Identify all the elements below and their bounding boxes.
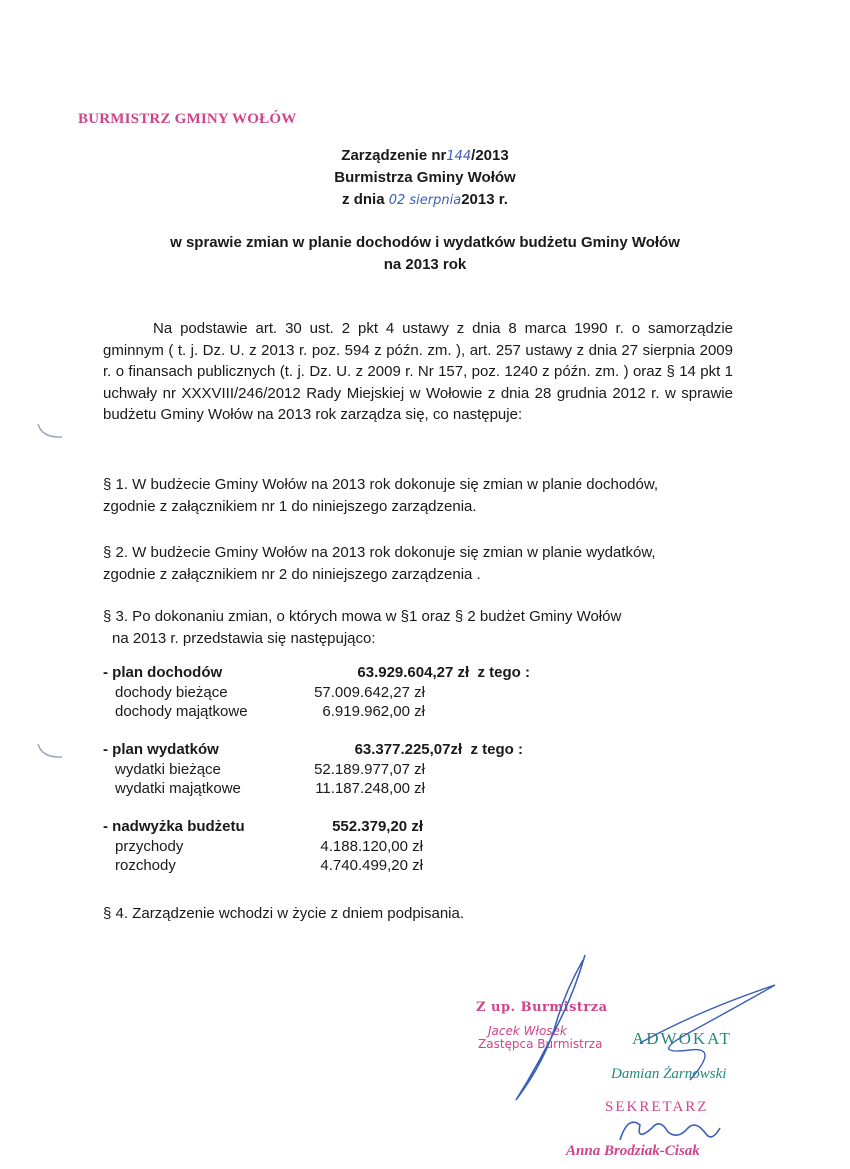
- income-tail: z tego :: [477, 664, 530, 681]
- document-title-date-line: [0, 189, 850, 212]
- subject-line-1: w sprawie zmian w planie dochodów i wydatków budżetu Gminy Wołów: [170, 234, 680, 251]
- section-2: [103, 542, 733, 585]
- surplus-amount: 552.379,20 zł: [332, 818, 423, 835]
- section-3: [103, 606, 733, 649]
- secretary-stamp-title: SEKRETARZ: [605, 1099, 709, 1115]
- surplus-item-label: rozchody: [115, 857, 176, 874]
- expenses-amount: [263, 740, 523, 759]
- signature-stamp-name: Jacek Włosek: [488, 1024, 567, 1038]
- income-item-label: dochody majątkowe: [115, 703, 248, 720]
- title-suffix: /2013: [471, 147, 509, 164]
- lawyer-stamp-name: Damian Żarnowski: [611, 1066, 727, 1082]
- income-item-label: dochody bieżące: [115, 684, 228, 701]
- section-4: § 4. Zarządzenie wchodzi w życie z dniem podpisania.: [103, 905, 465, 922]
- expenses-tail: z tego :: [470, 741, 523, 758]
- section-3-line-2: na 2013 r. przedstawia się następująco:: [112, 629, 376, 647]
- section-2-line-1: § 2. W budżecie Gminy Wołów na 2013 rok dokonuje się zmian w planie wydatków,: [103, 544, 656, 561]
- expenses-item-label: wydatki bieżące: [115, 761, 221, 778]
- surplus-item-label: przychody: [115, 838, 184, 855]
- income-amount: [283, 663, 530, 682]
- mayor-header-stamp: BURMISTRZ GMINY WOŁÓW: [78, 111, 297, 127]
- income-label: - plan dochodów: [103, 664, 223, 681]
- income-amount-value: 63.929.604,27 zł: [357, 664, 470, 681]
- margin-mark: [38, 424, 62, 437]
- date-suffix: 2013 r.: [461, 191, 508, 208]
- signature-stamp-authority: Z up. Burmistrza: [476, 1000, 608, 1015]
- income-item-amount: 6.919.962,00 zł: [322, 703, 425, 720]
- surplus-label: - nadwyżka budżetu: [103, 818, 245, 835]
- expenses-item-amount: 52.189.977,07 zł: [314, 761, 425, 778]
- expenses-item-amount: 11.187.248,00 zł: [315, 780, 425, 797]
- handwritten-date: 02 sierpnia: [388, 193, 462, 208]
- section-1-line-2: zgodnie z załącznikiem nr 1 do niniejszego zarządzenia.: [103, 497, 477, 515]
- surplus-item-amount: 4.740.499,20 zł: [320, 857, 423, 874]
- expenses-item-label: wydatki majątkowe: [115, 780, 241, 797]
- secretary-signature: [620, 1122, 720, 1140]
- section-2-line-2: zgodnie z załącznikiem nr 2 do niniejszego zarządzenia .: [103, 565, 481, 583]
- signature-stamp-role: Zastępca Burmistrza: [478, 1037, 603, 1051]
- expenses-label: - plan wydatków: [103, 741, 219, 758]
- expenses-amount-value: 63.377.225,07zł: [354, 741, 463, 758]
- lawyer-stamp-title: ADWOKAT: [632, 1029, 732, 1048]
- section-1: [103, 474, 733, 517]
- surplus-item-amount: 4.188.120,00 zł: [320, 838, 423, 855]
- margin-mark: [38, 744, 62, 757]
- income-item-amount: 57.009.642,27 zł: [314, 684, 425, 701]
- preamble-paragraph: Na podstawie art. 30 ust. 2 pkt 4 ustawy z dnia 8 marca 1990 r. o samorządzie gminnym ( t. j. Dz. U. z 2013 r. poz. 594 z późn. zm. ), art. 257 ustawy z dnia 27 sierpnia 2009 r. o finansach publicznych (t. j. Dz. U. z 2009 r. Nr 157, poz. 1240 z późn. zm. ) oraz § 14 pkt 1 uchwały nr XXXVIII/246/2012 Rady Miejskiej w Wołowie z dnia 28 grudnia 2012 r. w sprawie budżetu Gminy Wołów na 2013 rok zarządza się, co następuje:: [103, 320, 733, 423]
- document-title-number-line: [0, 145, 850, 168]
- title-prefix: Zarządzenie nr: [341, 147, 447, 164]
- section-1-line-1: § 1. W budżecie Gminy Wołów na 2013 rok dokonuje się zmian w planie dochodów,: [103, 476, 659, 493]
- section-3-line-1: § 3. Po dokonaniu zmian, o których mowa w §1 oraz § 2 budżet Gminy Wołów: [103, 608, 622, 625]
- date-prefix: z dnia: [342, 191, 385, 208]
- secretary-stamp-name: Anna Brodziak-Cisak: [566, 1143, 700, 1159]
- subject-line-2: na 2013 rok: [383, 256, 467, 273]
- handwritten-number: 144: [446, 149, 472, 164]
- document-title-issuer: Burmistrza Gminy Wołów: [334, 169, 516, 186]
